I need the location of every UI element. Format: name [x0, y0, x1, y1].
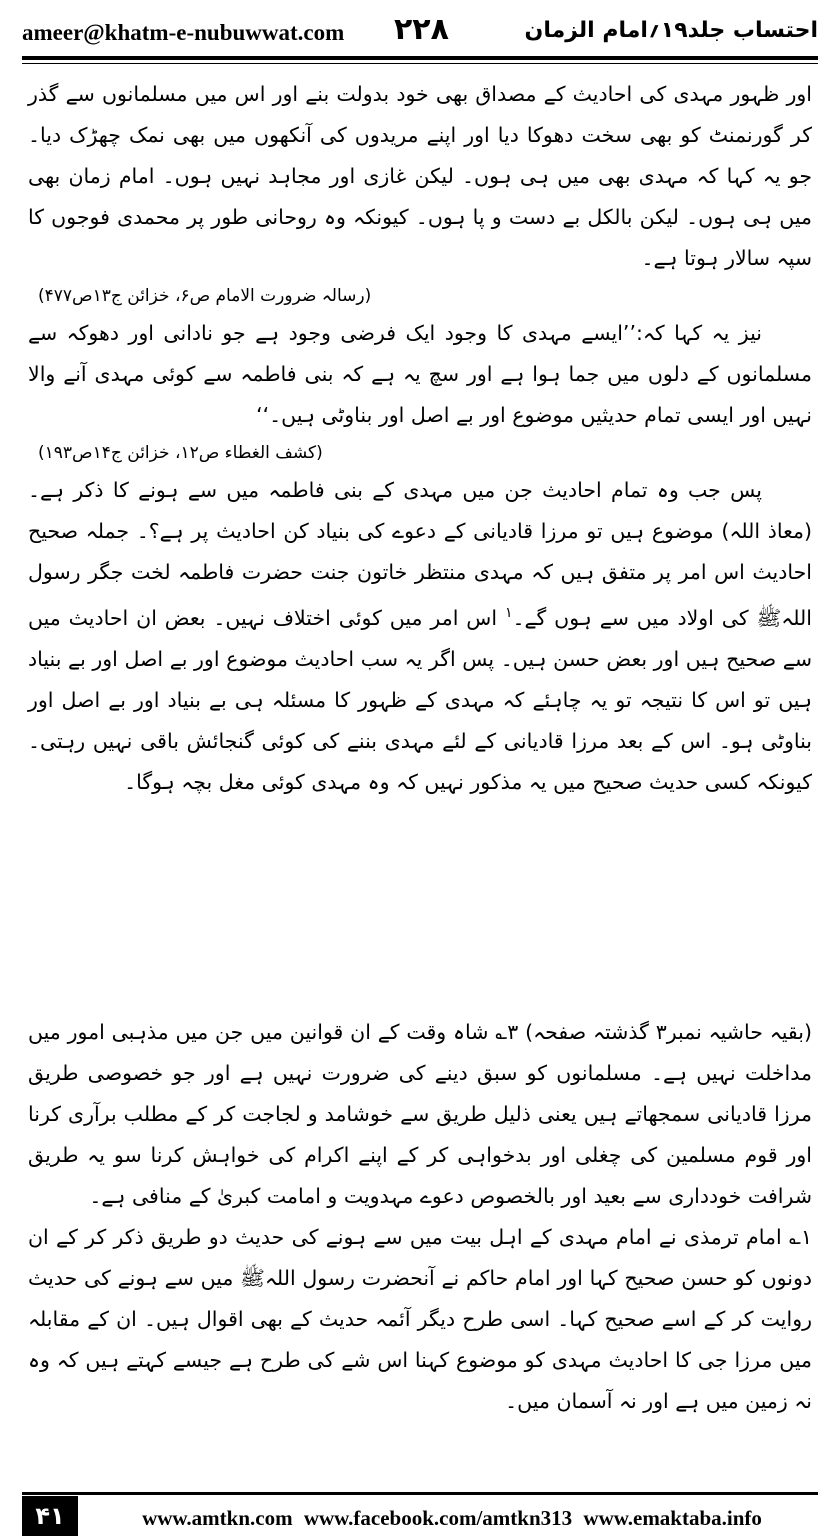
paragraph-2: نیز یہ کہا کہ:’’ایسے مہدی کا وجود ایک فرضی وجود ہے جو نادانی اور دھوکہ سے مسلمانوں کے دلوں میں جما ہوا ہے اور سچ یہ ہے کہ بنی فاطمہ سے کوئی مہدی آنے والا نہیں اور ایسی تمام حدیثیں موضوع اور بے اصل اور بناوٹی ہیں۔‘‘ — [28, 321, 812, 427]
header-email: ameer@khatm-e-nubuwwat.com — [22, 20, 345, 45]
footer-link-amtkn[interactable]: www.amtkn.com — [142, 1506, 293, 1530]
paragraph-3-continued: اس امر میں کوئی اختلاف نہیں۔ بعض ان احادیث میں سے صحیح ہیں اور بعض حسن ہیں۔ پس اگر یہ سب احادیث موضوع اور بے اصل اور بے بنیاد ہیں تو اس کا نتیجہ تو یہ چاہئے کہ مہدی کے ظہور کا مسئلہ ہی بے بنیاد اور بے اصل اور بناوٹی ہو۔ اس کے بعد مرزا قادیانی کے لئے مہدی بننے کی کوئی گنجائش باقی نہیں رہتی۔ کیونکہ کسی حدیث صحیح میں یہ مذکور نہیں کہ وہ مہدی کوئی مغل بچہ ہوگا۔ — [28, 605, 812, 794]
paragraph-1: اور ظہور مہدی کی احادیث کے مصداق بھی خود بدولت بنے اور اس میں مسلمانوں سے گذر کر گورنمنٹ کو بھی سخت دھوکا دیا اور اپنے مریدوں کی آنکھوں میں بھی نمک چھڑک دیا۔ جو یہ کہا کہ مہدی بھی میں ہی ہوں۔ لیکن غازی اور مجاہد نہیں ہوں۔ امام زمان بھی میں ہی ہوں۔ لیکن بالکل بے دست و پا ہوں۔ کیونکہ وہ روحانی طور پر محمدی فوجوں کا سپہ سالار ہوتا ہے۔ — [28, 82, 812, 270]
reference-1: (رسالہ ضرورت الامام ص۶، خزائن ج۱۳ص۴۷۷) — [38, 286, 372, 306]
main-text — [28, 74, 812, 803]
footer-rule — [22, 1492, 818, 1495]
header-book-title: احتساب جلد۱۹؍امام الزمان — [524, 18, 818, 43]
footnote-continued: (بقیہ حاشیہ نمبر۳ گذشتہ صفحہ) ۳؎ شاہ وقت کے ان قوانین میں جن میں مذہبی امور میں مداخلت نہیں ہے۔ مسلمانوں کو سبق دینے کی ضرورت نہیں ہے اور جو خصوصی طریق مرزا قادیانی سمجھاتے ہیں یعنی ذلیل طریق سے خوشامد و لجاجت کر کے مطلب برآری کرنا اور قوم مسلمین کی چغلی اور بدخواہی کر کے اپنے اکرام کی خواہش کرنا سو یہ طریق شرافت خودداری سے بعید اور بالخصوص دعوے مہدویت و امامت کبریٰ کے منافی ہے۔ — [28, 1020, 812, 1208]
footnotes — [28, 1012, 812, 1422]
header-rule-thin — [22, 63, 818, 64]
paragraph-3-text: پس جب وہ تمام احادیث جن میں مہدی کے بنی فاطمہ میں سے ہونے کا ذکر ہے۔ (معاذ اللہ) موضوع ہیں تو مرزا قادیانی کے دعوے کی بنیاد کن احادیث پر ہے؟۔ جملہ صحیح احادیث اس امر پر متفق ہیں کہ مہدی منتظر خاتون جنت حضرت فاطمہ لخت جگر رسول اللہﷺ کی اولاد میں سے ہوں گے۔ — [28, 478, 812, 630]
footer-page-box: ۴۱ — [22, 1496, 78, 1536]
footnote-marker: ۱ — [504, 605, 513, 621]
footer-link-emaktaba[interactable]: www.emaktaba.info — [583, 1506, 762, 1530]
page-header — [22, 14, 818, 54]
footnote-1: ۱؎ امام ترمذی نے امام مہدی کے اہل بیت میں سے ہونے کی حدیث دو طریق ذکر کر کے ان دونوں کو حسن صحیح کہا اور امام حاکم نے آنحضرت رسول اللہﷺ میں سے ہونے کی حدیث روایت کر کے اسے صحیح کہا۔ اسی طرح دیگر آئمہ حدیث کے بھی اقوال ہیں۔ ان کے مقابلہ میں مرزا جی کا احادیث مہدی کو موضوع کہنا اس شے کی طرح ہے جیسے کہتے ہیں کہ وہ نہ زمین میں ہے اور نہ آسمان میں۔ — [28, 1225, 812, 1413]
paragraph-3 — [28, 470, 812, 803]
header-page-number: ۲۲۸ — [394, 12, 449, 47]
footer-link-facebook[interactable]: www.facebook.com/amtkn313 — [303, 1506, 573, 1530]
footer-links — [86, 1500, 818, 1536]
reference-2: (کشف الغطاء ص۱۲، خزائن ج۱۴ص۱۹۳) — [38, 443, 323, 463]
header-rule — [22, 56, 818, 60]
